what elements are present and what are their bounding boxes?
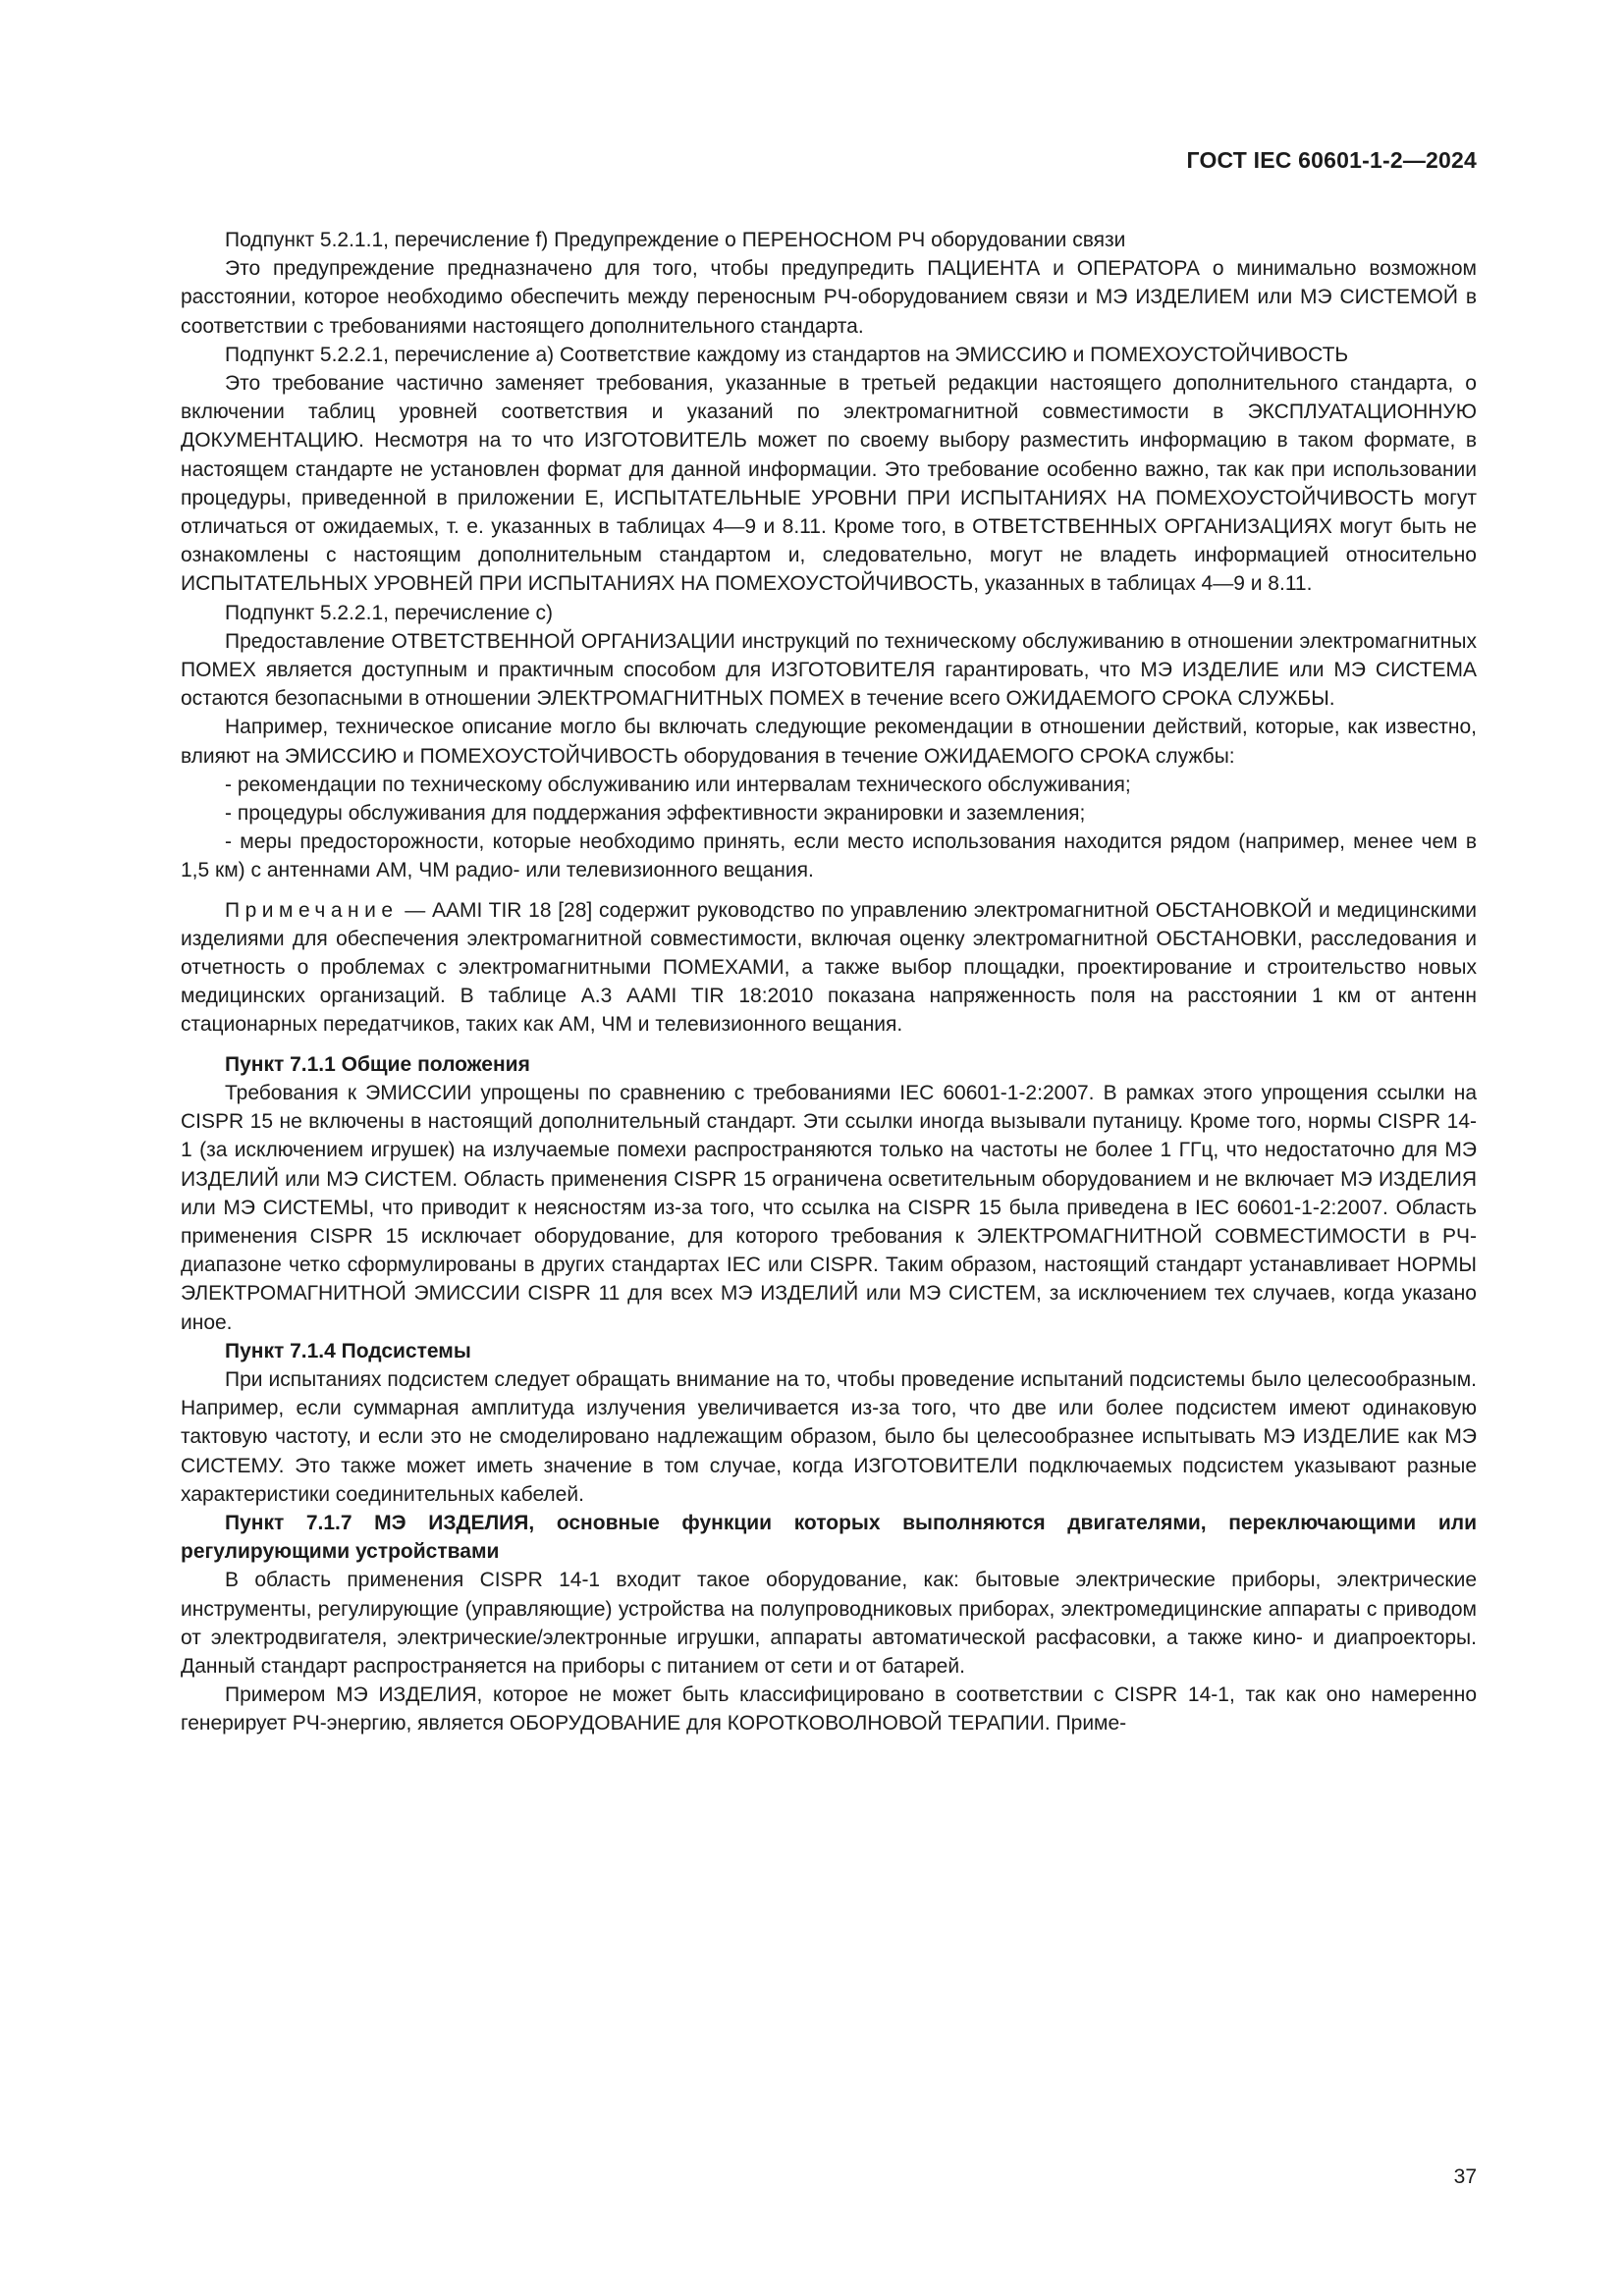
paragraph: Это требование частично заменяет требования, указанные в третьей редакции настоящего дополнительного стандарта, о включении таблиц уровней соответствия и указаний по электромагнитной совместимости в ЭКСПЛУАТАЦИОННУЮ ДОКУМЕНТАЦИЮ. Несмотря на то что ИЗГОТОВИТЕЛЬ может по своему выбору разместить информацию в таком формате, в настоящем стандарте не установлен формат для данной информации. Это требование особенно важно, так как при использовании процедуры, приведенной в приложении E, ИСПЫТАТЕЛЬНЫЕ УРОВНИ ПРИ ИСПЫТАНИЯХ НА ПОМЕХОУСТОЙЧИВОСТЬ могут отличаться от ожидаемых, т. е. указанных в таблицах 4—9 и 8.11. Кроме того, в ОТВЕТСТВЕННЫХ ОРГАНИЗАЦИЯХ могут быть не ознакомлены с настоящим дополнительным стандартом и, следовательно, могут не владеть информацией относительно ИСПЫТАТЕЛЬНЫХ УРОВНЕЙ ПРИ ИСПЫТАНИЯХ НА ПОМЕХОУСТОЙЧИВОСТЬ, указанных в таблицах 4—9 и 8.11. (181, 372, 1477, 596)
paragraph: Например, техническое описание могло бы включать следующие рекомендации в отношении действий, которые, как известно, влияют на ЭМИССИЮ и ПОМЕХОУСТОЙЧИВОСТЬ оборудования в течение ОЖИДАЕМОГО СРОКА службы: (181, 716, 1477, 768)
paragraph: Это предупреждение предназначено для того, чтобы предупредить ПАЦИЕНТА и ОПЕРАТОРА о минимально возможном расстоянии, которое необходимо обеспечить между переносным РЧ-оборудованием связи и МЭ ИЗДЕЛИЕМ или МЭ СИСТЕМОЙ в соответствии с требованиями настоящего дополнительного стандарта. (181, 257, 1477, 338)
list-item: - меры предосторожности, которые необходимо принять, если место использования находится рядом (например, менее чем в 1,5 км) с антеннами АМ, ЧМ радио- или телевизионного вещания. (181, 830, 1477, 882)
section-heading: Пункт 7.1.4 Подсистемы (225, 1339, 471, 1362)
paragraph: При испытаниях подсистем следует обращать внимание на то, чтобы проведение испытаний подсистемы было целесообразным. Например, если суммарная амплитуда излучения увеличивается из-за того, что две или более подсистем имеют одинаковую тактовую частоту, и если это не смоделировано надлежащим образом, было бы целесообразнее испытывать МЭ ИЗДЕЛИЕ как МЭ СИСТЕМУ. Это также может иметь значение в том случае, когда ИЗГОТОВИТЕЛИ подключаемых подсистем указывают разные характеристики соединительных кабелей. (181, 1367, 1477, 1506)
page-number: 37 (1453, 2165, 1477, 2188)
body-text (181, 226, 1477, 1738)
list-item: - рекомендации по техническому обслуживанию или интервалам технического обслуживания; (225, 773, 1131, 796)
paragraph: В область применения CISPR 14-1 входит такое оборудование, как: бытовые электрические приборы, электрические инструменты, регулирующие (управляющие) устройства на полупроводниковых приборах, электромедицинские аппараты с приводом от электродвигателя, электрические/электронные игрушки, аппараты автоматической расфасовки, а также кино- и диапроекторы. Данный стандарт распространяется на приборы с питанием от сети и от батарей. (181, 1569, 1477, 1678)
section-heading: Пункт 7.1.1 Общие положения (225, 1052, 530, 1076)
paragraph: Предоставление ОТВЕТСТВЕННОЙ ОРГАНИЗАЦИИ инструкций по техническому обслуживанию в отношении электромагнитных ПОМЕХ является доступным и практичным способом для ИЗГОТОВИТЕЛЯ гарантировать, что МЭ ИЗДЕЛИЕ или МЭ СИСТЕМА остаются безопасными в отношении ЭЛЕКТРОМАГНИТНЫХ ПОМЕХ в течение всего ОЖИДАЕМОГО СРОКА СЛУЖБЫ. (181, 629, 1477, 711)
list-item: - процедуры обслуживания для поддержания эффективности экранировки и заземления; (225, 802, 1086, 826)
note-label: Примечание (225, 898, 399, 922)
section-heading: Пункт 7.1.7 МЭ ИЗДЕЛИЯ, основные функции которых выполняются двигателями, переключающими или регулирующими устройствами (181, 1511, 1477, 1564)
note-text: — AAMI TIR 18 [28] содержит руководство по управлению электромагнитной ОБСТАНОВКОЙ и медицинскими изделиями для обеспечения электромагнитной совместимости, включая оценку электромагнитной ОБСТАНОВКИ, расследования и отчетность о проблемах с электромагнитными ПОМЕХАМИ, а также выбор площадки, проектирование и строительство новых медицинских организаций. В таблице А.3 AAMI TIR 18:2010 показана напряженность поля на расстоянии 1 км от антенн стационарных передатчиков, таких как АМ, ЧМ и телевизионного вещания. (181, 898, 1477, 1037)
subclause-heading: Подпункт 5.2.2.1, перечисление a) Соответствие каждому из стандартов на ЭМИССИЮ и ПОМЕХОУСТОЙЧИВОСТЬ (225, 343, 1349, 366)
subclause-heading: Подпункт 5.2.2.1, перечисление c) (225, 601, 553, 624)
subclause-heading: Подпункт 5.2.1.1, перечисление f) Предупреждение о ПЕРЕНОСНОМ РЧ оборудовании связи (225, 229, 1126, 251)
paragraph: Примером МЭ ИЗДЕЛИЯ, которое не может быть классифицировано в соответствии с CISPR 14-1, так как оно намеренно генерирует РЧ-энергию, является ОБОРУДОВАНИЕ для КОРОТКОВОЛНОВОЙ ТЕРАПИИ. Приме- (181, 1683, 1477, 1735)
document-id: ГОСТ IEC 60601-1-2—2024 (1186, 147, 1477, 173)
note-paragraph (181, 896, 1477, 1040)
paragraph: Требования к ЭМИССИИ упрощены по сравнению с требованиями IEC 60601-1-2:2007. В рамках этого упрощения ссылки на CISPR 15 не включены в настоящий дополнительный стандарт. Эти ссылки иногда вызывали путаницу. Кроме того, нормы CISPR 14-1 (за исключением игрушек) на излучаемые помехи распространяются только на частоты не более 1 ГГц, что недостаточно для МЭ ИЗДЕЛИЙ или МЭ СИСТЕМ. Область применения CISPR 15 ограничена осветительным оборудованием и не включает МЭ ИЗДЕЛИЯ или МЭ СИСТЕМЫ, что приводит к неясностям из-за того, что ссылка на CISPR 15 была приведена в IEC 60601-1-2:2007. Область применения CISPR 15 исключает оборудование, для которого требования к ЭЛЕКТРОМАГНИТНОЙ СОВМЕСТИМОСТИ в РЧ-диапазоне четко сформулированы в других стандартах IEC или CISPR. Таким образом, настоящий стандарт устанавливает НОРМЫ ЭЛЕКТРОМАГНИТНОЙ ЭМИССИИ CISPR 11 для всех МЭ ИЗДЕЛИЙ или МЭ СИСТЕМ, за исключением тех случаев, когда указано иное. (181, 1081, 1477, 1334)
